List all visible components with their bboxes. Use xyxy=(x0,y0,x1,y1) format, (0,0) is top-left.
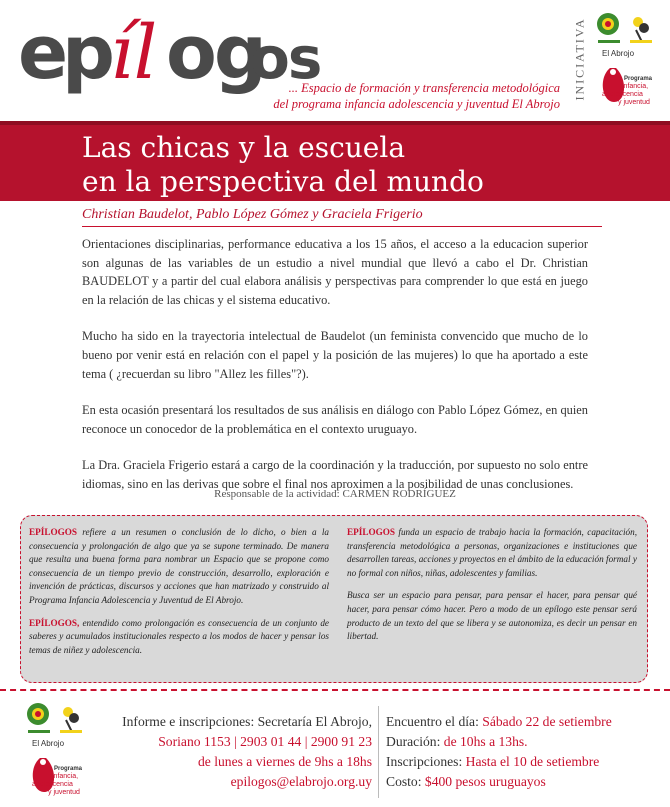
svg-text:íl: íl xyxy=(110,10,158,96)
program-label-3: adolescencia xyxy=(602,91,643,98)
svg-text:os: os xyxy=(250,24,321,92)
event-duration xyxy=(386,732,666,752)
event-date-value: Sábado 22 de setiembre xyxy=(482,714,612,729)
keyword: EPÍLOGOS xyxy=(347,527,395,537)
iniciativa-label xyxy=(572,4,588,114)
el-abrojo-logo-icon xyxy=(22,698,92,802)
program-label-4: y juventud xyxy=(618,99,650,106)
event-registration-label: Inscripciones: xyxy=(386,754,466,769)
program-label-2: infancia, xyxy=(52,773,79,780)
event-registration-value: Hasta el 10 de setiembre xyxy=(465,754,600,769)
epilogos-info-box xyxy=(20,515,648,683)
event-date-label: Encuentro el día: xyxy=(386,714,483,729)
paragraph: En esta ocasión presentará los resultados de sus análisis en diálogo con Pablo López Gómez, en quien reconoce un conocedor de la problemática en el contexto uruguayo. xyxy=(82,403,588,436)
program-label-1: Programa xyxy=(624,76,653,82)
event-date xyxy=(386,712,666,732)
info-paragraph xyxy=(29,526,329,608)
body-text xyxy=(82,235,588,512)
program-label-2: infancia, xyxy=(622,83,649,90)
program-label-1: Programa xyxy=(54,766,83,772)
contact-line-1: Informe e inscripciones: Secretaría El Abrojo, xyxy=(122,714,372,729)
svg-text:og: og xyxy=(166,10,264,96)
info-paragraph xyxy=(29,617,329,658)
contact-info xyxy=(100,712,372,792)
title-band xyxy=(0,121,670,201)
authors-divider xyxy=(82,226,602,227)
contact-email[interactable]: epilogos@elabrojo.org.uy xyxy=(230,774,372,789)
tagline-line-1: ... Espacio de formación y transferencia metodológica xyxy=(288,81,560,95)
footer-separator xyxy=(378,706,379,798)
event-info xyxy=(386,712,666,792)
event-duration-label: Duración: xyxy=(386,734,444,749)
contact-hours: de lunes a viernes de 9hs a 18hs xyxy=(197,754,372,769)
partner-logos-top xyxy=(594,6,662,114)
program-label-3: adolescencia xyxy=(32,781,73,788)
info-text: funda un espacio de trabajo hacia la formación, capacitación, transferencia metodológica a personas, organizaciones e instituciones que desarrollen tareas, acciones y proyectos en el ámbito de la educación formal y no formal con niños, niñas, adolescentes y familias. xyxy=(347,527,637,578)
paragraph: Orientaciones disciplinarias, performance educativa a los 15 años, el acceso a la educacion superior son algunas de las variables de un estudio a nivel mundial que llevó a cabo el Dr. Christian BAUDELOT y a partir del cual elabora análisis y perspectivas para comprender lo que está en juego en la relación de las chicas y el sistema educativo. xyxy=(82,237,588,307)
info-column-left xyxy=(29,526,329,666)
title-line-1: Las chicas y la escuela xyxy=(82,131,406,164)
keyword: EPÍLOGOS, xyxy=(29,617,80,628)
el-abrojo-logo-icon xyxy=(594,6,662,114)
partner-logos-bottom xyxy=(22,698,92,802)
info-column-right xyxy=(347,526,637,653)
footer-divider xyxy=(0,689,670,691)
event-registration xyxy=(386,752,666,772)
event-cost xyxy=(386,772,666,792)
responsable-line: Responsable de la actividad: CARMEN RODRÍGUEZ xyxy=(214,488,456,500)
title-line-2: en la perspectiva del mundo xyxy=(82,165,484,198)
keyword: EPÍLOGOS xyxy=(29,527,77,537)
partner-label: El Abrojo xyxy=(32,739,65,748)
event-duration-value: de 10hs a 13hs. xyxy=(443,734,528,749)
info-text: refiere a un resumen o conclusión de lo dicho, o bien a la consecuencia y prolongación de algo que ya se supone terminado. De manera que resulta una buena forma para nombrar un Espacio que se propone como consecuencia de un tiempo previo de construcción, desarrollo, exploración e invención de prácticas, discursos y acciones que han matrizado y construido al Programa Infancia Adolescencia y Juventud de El Abrojo. xyxy=(29,527,329,605)
authors: Christian Baudelot, Pablo López Gómez y Graciela Frigerio xyxy=(82,207,423,222)
partner-label: El Abrojo xyxy=(602,49,635,58)
event-cost-value: $400 pesos uruguayos xyxy=(424,774,546,789)
info-paragraph xyxy=(347,526,637,580)
paragraph: La Dra. Graciela Frigerio estará a cargo de la coordinación y la traducción, por supuesto no solo entre idiomas, sino en las derivas que sobre el final nos aproximen a la posibilidad de unas conclusiones. xyxy=(82,458,588,491)
contact-phones: Soriano 1153 | 2903 01 44 | 2900 91 23 xyxy=(158,734,372,749)
paragraph: Mucho ha sido en la trayectoria intelectual de Baudelot (un feminista convencido que mucho de lo bueno por venir está en relación con el papel y la posición de las mujeres) lo que ha aportado a este tema ( ¿recuerdan su libro "Allez les filles"?). xyxy=(82,329,588,381)
svg-text:e: e xyxy=(18,10,66,96)
event-cost-label: Costo: xyxy=(386,774,425,789)
page-title xyxy=(82,131,484,199)
tagline-line-2: del programa infancia adolescencia y juventud El Abrojo xyxy=(273,97,560,111)
program-label-4: y juventud xyxy=(48,789,80,796)
header-tagline xyxy=(200,80,560,112)
svg-text:p: p xyxy=(62,10,112,96)
info-text: entendido como prolongación es consecuencia de un conjunto de saberes y acumulados institucionales respecto a los modos de hacer y pensar los temas de niñez y adolescencia. xyxy=(29,617,329,655)
iniciativa-text: INICIATIVA xyxy=(572,17,587,101)
info-paragraph: Busca ser un espacio para pensar, para pensar el hacer, para pensar qué hacer, para pensar cómo hacer. Pero a modo de un epílogo este pensar será producto de un texto del que se libera y se autonomiza, es decir un pensar en libertad. xyxy=(347,590,637,642)
